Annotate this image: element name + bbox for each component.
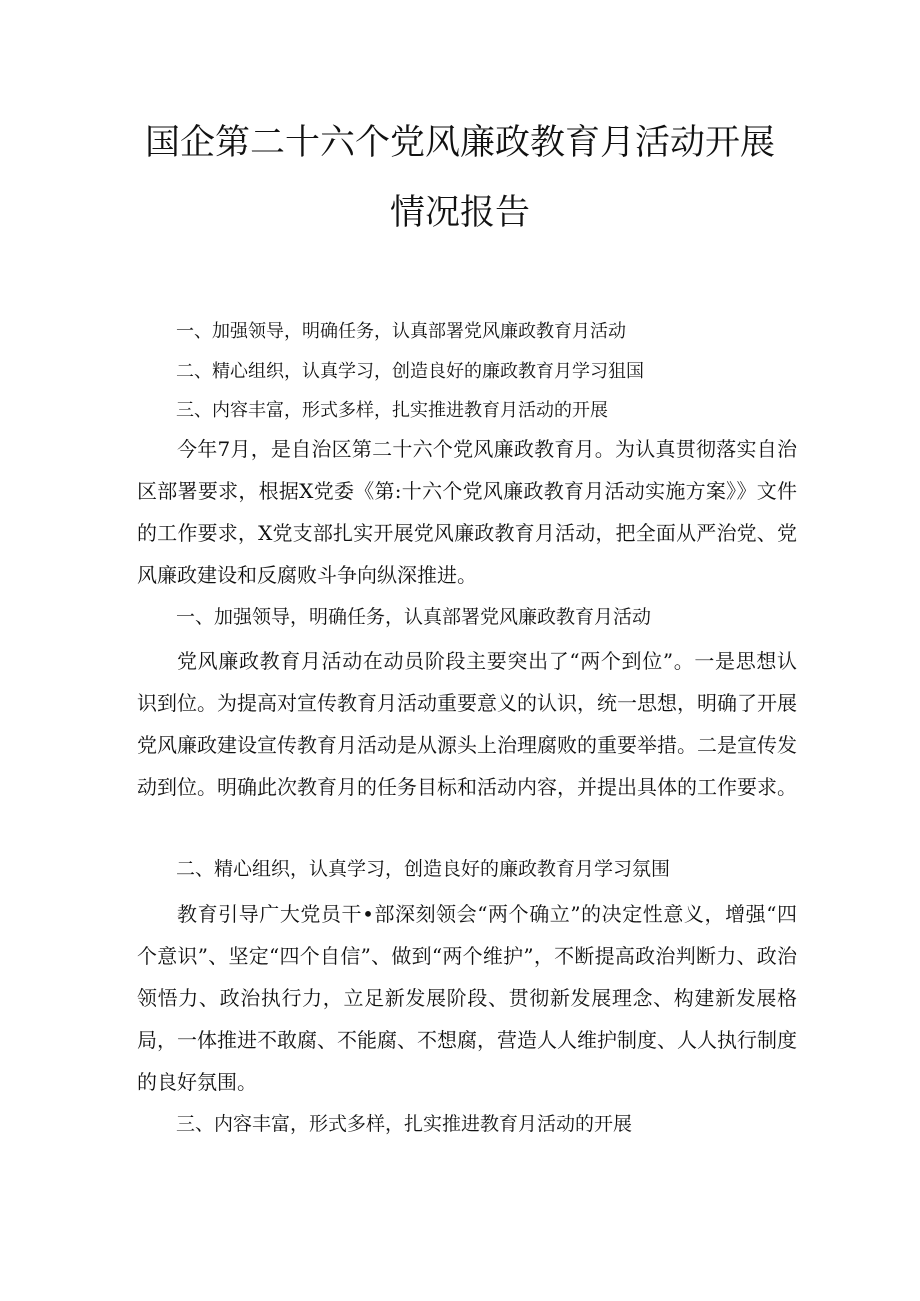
section-3-heading: 三、内容丰富，形式多样，扎实推进教育月活动的开展 — [176, 1113, 633, 1135]
document-title-line-1: 国企第二十六个党风廉政教育月活动开展 — [144, 123, 775, 163]
toc-item-2: 二、精心组织，认真学习，创造良好的廉政教育月学习狙国 — [176, 361, 644, 382]
section-1-paragraph: 党风廉政教育月活动在动员阶段主要突出了“两个到位”。一是思想认识到位。为提高对宣传教育月活动重要意义的认识，统一思想，明确了开展党风廉政建设宣传教育月活动是从源头上治理腐败的重要举措。二是宣传发动到位。明确此次教育月的任务目标和活动内容，并提出具体的工作要求。 — [137, 649, 797, 799]
document-title-line-2: 情况报告 — [389, 193, 530, 233]
toc-item-3: 三、内容丰富，形式多样，扎实推进教育月活动的开展 — [176, 400, 608, 421]
toc-item-1: 一、加强领导，明确任务，认真部署党风廉政教育月活动 — [176, 321, 626, 342]
intro-paragraph: 今年7月，是自治区第二十六个党风廉政教育月。为认真贯彻落实自治区部署要求，根据X党委《第:十六个党风廉政教育月活动实施方案》》文件的工作要求，X党支部扎实开展党风廉政教育月活动，把全面从严治党、党风廉政建设和反腐败斗争向纵深推进。 — [137, 437, 797, 587]
section-2-heading: 二、精心组织，认真学习，创造良好的廉政教育月学习氛围 — [176, 858, 671, 880]
section-2-paragraph: 教育引导广大党员干•部深刻领会“两个确立”的决定性意义，增强“四个意识”、坚定“四个自信”、做到“两个维护”，不断提高政治判断力、政治领悟力、政治执行力，立足新发展阶段、贯彻新发展理念、构建新发展格局，一体推进不敢腐、不能腐、不想腐，营造人人维护制度、人人执行制度的良好氛围。 — [137, 902, 797, 1094]
section-1-heading: 一、加强领导，明确任务，认真部署党风廉政教育月活动 — [176, 606, 652, 628]
